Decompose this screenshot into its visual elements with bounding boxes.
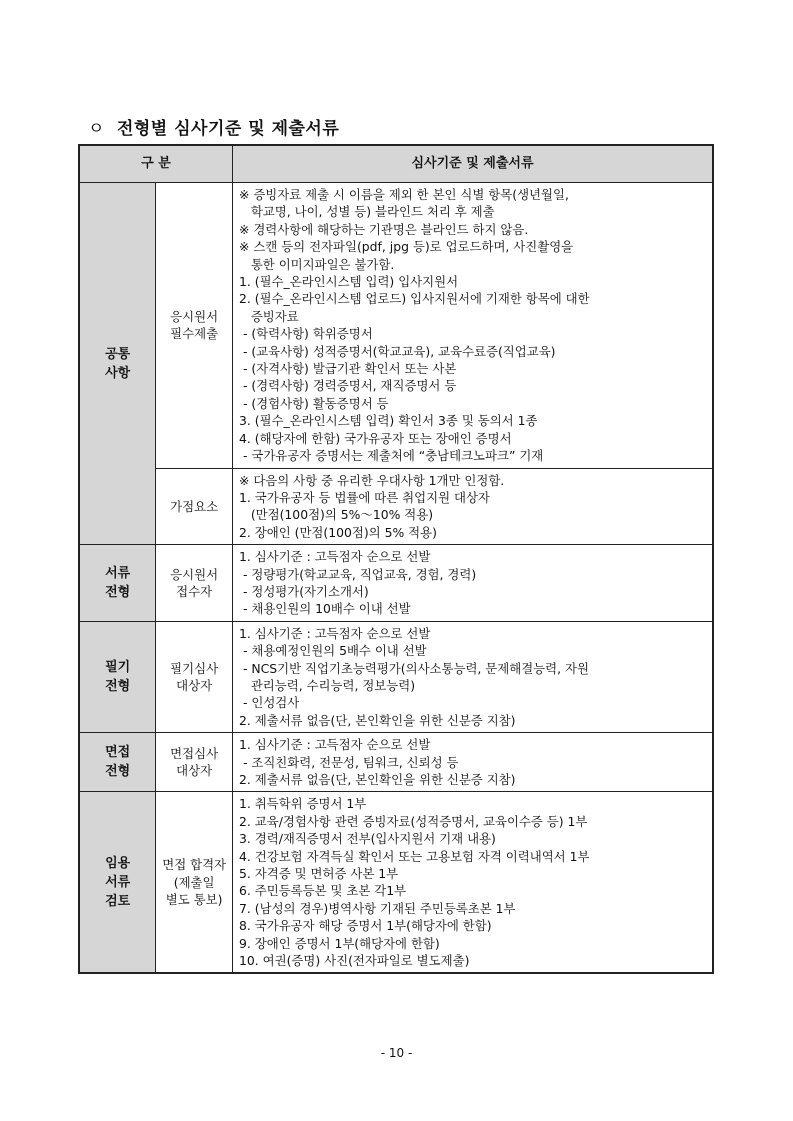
category-text: 사항 bbox=[105, 365, 131, 381]
content-line: 10. 여권(증명) 사진(전자파일로 별도제출) bbox=[239, 953, 470, 969]
row-content bbox=[233, 468, 714, 545]
subcategory-text: 대상자 bbox=[176, 763, 213, 779]
content-line: 3. (필수_온라인시스템 입력) 확인서 3종 및 동의서 1종 bbox=[239, 413, 538, 429]
content-line: 1. 심사기준 : 고득점자 순으로 선발 bbox=[239, 549, 431, 565]
row-category bbox=[79, 545, 156, 622]
content-line: (만점(100점)의 5%～10% 적용) bbox=[239, 507, 434, 523]
content-line: ※ 증빙자료 제출 시 이름을 제외 한 본인 식별 항목(생년월일, bbox=[239, 187, 569, 202]
content-line: 1. 심사기준 : 고득점자 순으로 선발 bbox=[239, 625, 431, 641]
content-line: ※ 다음의 사항 중 유리한 우대사항 1개만 인정함. bbox=[239, 472, 505, 488]
content-line: 통한 이미지파일은 불가함. bbox=[239, 256, 395, 272]
content-line: - 채용예정인원의 5배수 이내 선발 bbox=[239, 643, 427, 659]
category-text: 면접 bbox=[105, 745, 131, 761]
content-line: 1. (필수_온라인시스템 입력) 입사지원서 bbox=[239, 274, 459, 290]
subcategory-text: 면접 합격자 bbox=[162, 857, 227, 873]
table-row bbox=[79, 183, 713, 469]
subcategory-text: 면접심사 bbox=[170, 745, 219, 761]
category-text: 공통 bbox=[105, 346, 131, 362]
section-title bbox=[88, 114, 339, 139]
row-subcategory bbox=[156, 545, 233, 622]
screening-criteria-table bbox=[78, 144, 714, 974]
row-category bbox=[79, 183, 156, 545]
content-line: - (교육사항) 성적증명서(학교교육), 교육수료증(직업교육) bbox=[239, 343, 556, 359]
category-text: 전형 bbox=[105, 764, 131, 780]
content-line: 1. 국가유공자 등 법률에 따른 취업지원 대상자 bbox=[239, 489, 490, 505]
content-line: 4. 건강보험 자격득실 확인서 또는 고용보험 자격 이력내역서 1부 bbox=[239, 848, 590, 864]
content-line: 4. (해당자에 한함) 국가유공자 또는 장애인 증명서 bbox=[239, 430, 512, 446]
table-row bbox=[79, 468, 713, 545]
section-title-text: 전형별 심사기준 및 제출서류 bbox=[116, 119, 340, 139]
row-content bbox=[233, 183, 714, 469]
content-line: 6. 주민등록등본 및 초본 각1부 bbox=[239, 883, 407, 899]
category-text: 임용 bbox=[105, 855, 131, 871]
subcategory-text: 별도 통보) bbox=[165, 892, 223, 908]
row-content bbox=[233, 621, 714, 732]
content-line: 학교명, 나이, 성별 등) 블라인드 처리 후 제출 bbox=[239, 204, 495, 220]
subcategory-text: 대상자 bbox=[176, 677, 213, 693]
subcategory-text: 필기심사 bbox=[170, 660, 219, 676]
table-body bbox=[79, 183, 713, 974]
subcategory-text: 응시원서 bbox=[170, 566, 219, 582]
category-text: 필기 bbox=[105, 659, 131, 675]
row-subcategory bbox=[156, 733, 233, 792]
content-line: - 정량평가(학교교육, 직업교육, 경험, 경력) bbox=[239, 566, 477, 582]
table-row bbox=[79, 792, 713, 974]
row-category bbox=[79, 621, 156, 732]
content-line: 1. 심사기준 : 고득점자 순으로 선발 bbox=[239, 737, 431, 753]
category-text: 전형 bbox=[105, 584, 131, 600]
content-line: 5. 자격증 및 면허증 사본 1부 bbox=[239, 866, 399, 882]
content-line: 7. (남성의 경우)병역사항 기재된 주민등록초본 1부 bbox=[239, 900, 516, 916]
header-criteria: 심사기준 및 제출서류 bbox=[233, 145, 714, 183]
content-line: 2. 제출서류 없음(단, 본인확인을 위한 신분증 지참) bbox=[239, 772, 516, 787]
content-line: 증빙자료 bbox=[239, 308, 299, 324]
row-subcategory bbox=[156, 468, 233, 545]
page-number: - 10 - bbox=[380, 1046, 413, 1060]
category-text: 서류 bbox=[105, 565, 131, 581]
row-subcategory bbox=[156, 792, 233, 974]
content-line: 2. 교육/경험사항 관련 증빙자료(성적증명서, 교육이수증 등) 1부 bbox=[239, 813, 588, 829]
content-line: 3. 경력/재직증명서 전부(입사지원서 기재 내용) bbox=[239, 831, 496, 847]
content-line: - 인성검사 bbox=[239, 695, 300, 711]
content-line: - (경험사항) 활동증명서 등 bbox=[239, 395, 389, 411]
content-line: 2. 제출서류 없음(단, 본인확인을 위한 신분증 지참) bbox=[239, 712, 516, 728]
table-header-row bbox=[79, 145, 713, 183]
content-line: - (경력사항) 경력증명서, 재직증명서 등 bbox=[239, 378, 457, 394]
circle-bullet-icon: ㅇ bbox=[88, 119, 105, 139]
row-content bbox=[233, 545, 714, 622]
category-text: 서류 bbox=[105, 874, 131, 890]
content-line: ※ 스캔 등의 전자파일(pdf, jpg 등)로 업로드하며, 사진촬영을 bbox=[239, 239, 574, 255]
content-line: 8. 국가유공자 해당 증명서 1부(해당자에 한함) bbox=[239, 918, 492, 934]
content-line: 관리능력, 수리능력, 정보능력) bbox=[239, 677, 416, 693]
category-text: 전형 bbox=[105, 678, 131, 694]
content-line: - (학력사항) 학위증명서 bbox=[239, 326, 373, 342]
content-line: 2. 장애인 (만점(100점)의 5% 적용) bbox=[239, 524, 437, 540]
content-line: - 정성평가(자기소개서) bbox=[239, 583, 369, 599]
content-line: - NCS기반 직업기초능력평가(의사소통능력, 문제해결능력, 자원 bbox=[239, 660, 589, 676]
row-content bbox=[233, 792, 714, 974]
row-category bbox=[79, 733, 156, 792]
subcategory-text: 접수자 bbox=[176, 583, 213, 599]
subcategory-text: 응시원서 bbox=[170, 308, 219, 324]
category-text: 검토 bbox=[105, 893, 131, 909]
content-line: - 조직친화력, 전문성, 팀워크, 신뢰성 등 bbox=[239, 754, 459, 770]
content-line: - (자격사항) 발급기관 확인서 또는 사본 bbox=[239, 361, 457, 377]
table-row bbox=[79, 621, 713, 732]
content-line: 9. 장애인 증명서 1부(해당자에 한함) bbox=[239, 935, 440, 951]
content-line: ※ 경력사항에 해당하는 기관명은 블라인드 하지 않음. bbox=[239, 221, 529, 237]
subcategory-text: 필수제출 bbox=[170, 326, 219, 342]
row-content bbox=[233, 733, 714, 792]
subcategory-text: 가점요소 bbox=[170, 498, 219, 514]
table-row bbox=[79, 733, 713, 792]
table-row bbox=[79, 545, 713, 622]
content-line: - 국가유공자 증명서는 제출처에 “충남테크노파크” 기재 bbox=[239, 448, 544, 464]
row-subcategory bbox=[156, 621, 233, 732]
subcategory-text: (제출일 bbox=[173, 874, 215, 890]
content-line: 1. 취득학위 증명서 1부 bbox=[239, 796, 367, 812]
header-category: 구 분 bbox=[79, 145, 233, 183]
content-line: 2. (필수_온라인시스템 업로드) 입사지원서에 기재한 항목에 대한 bbox=[239, 291, 590, 307]
row-category bbox=[79, 792, 156, 974]
content-line: - 채용인원의 10배수 이내 선발 bbox=[239, 601, 411, 617]
row-subcategory bbox=[156, 183, 233, 469]
